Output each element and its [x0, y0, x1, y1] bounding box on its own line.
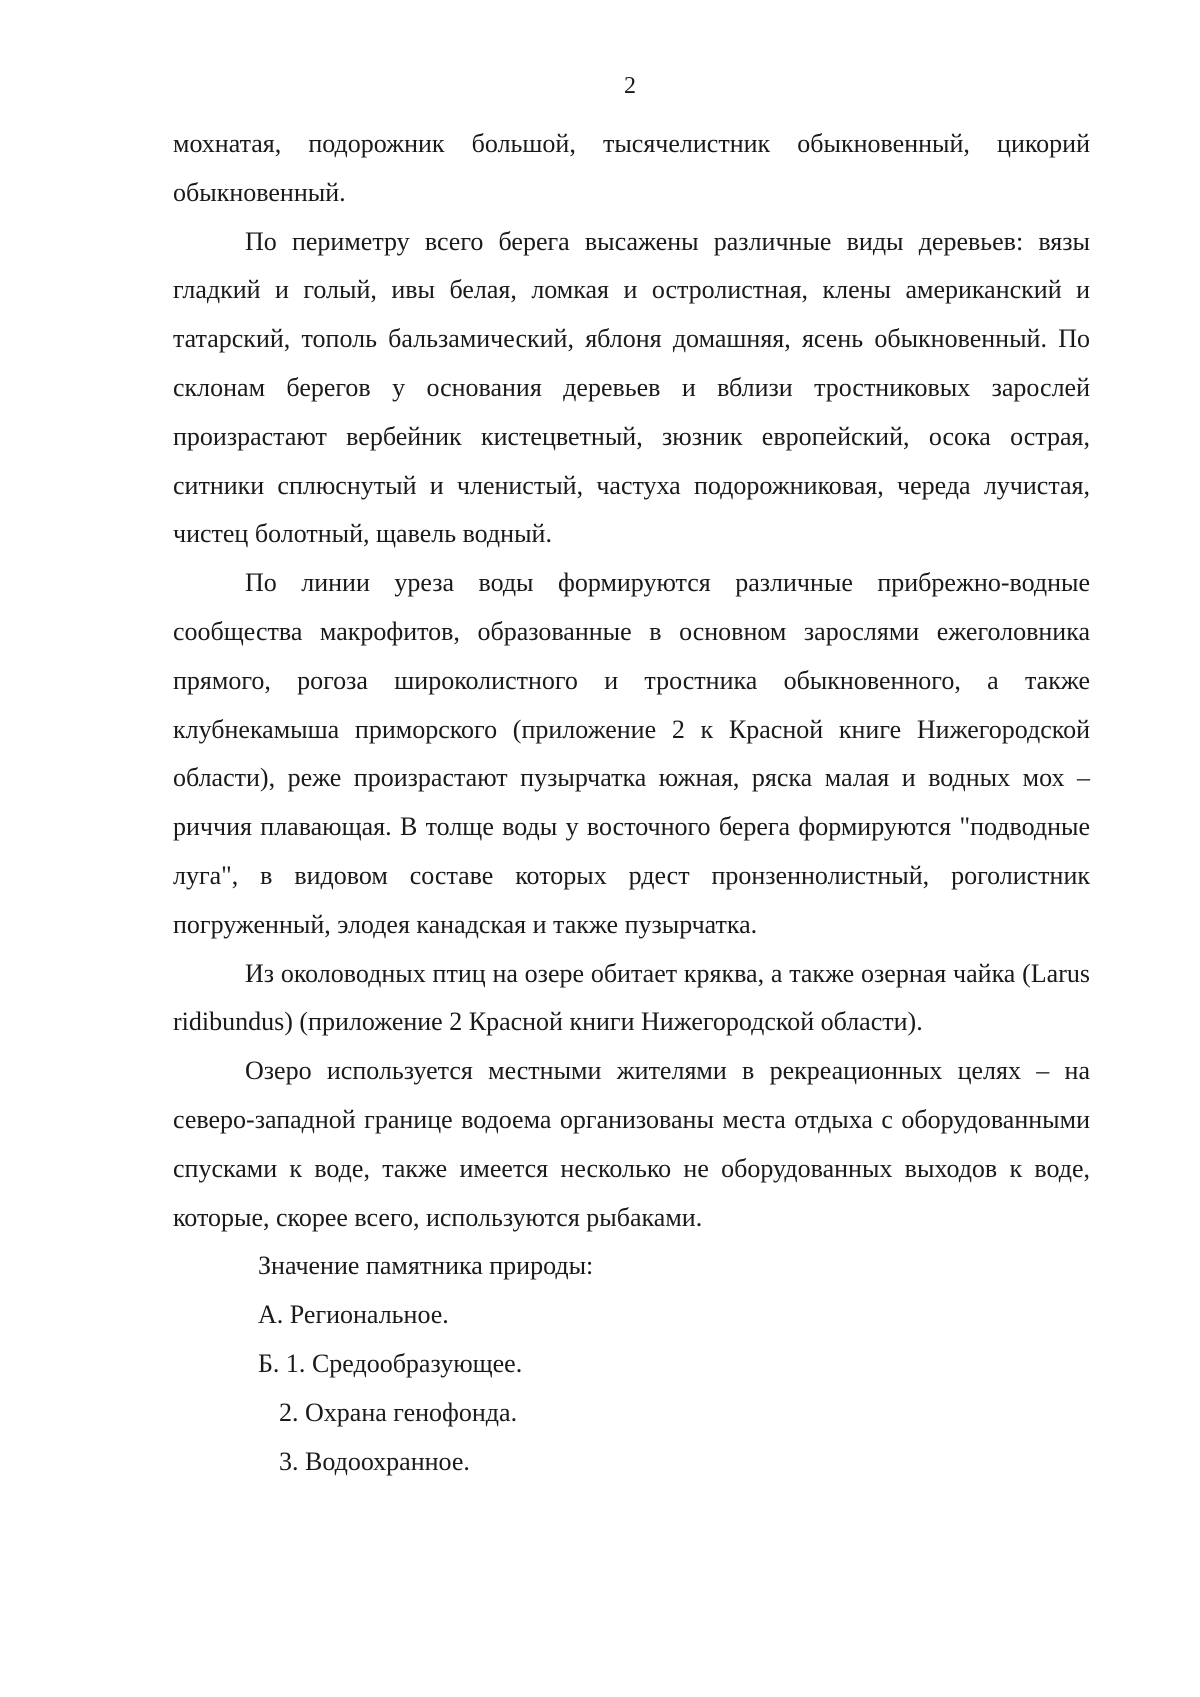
page-number: 2	[624, 73, 636, 99]
significance-item-regional	[173, 1291, 1090, 1340]
paragraph-recreation: Озеро используется местными жителями в рекреационных целях – на северо-западной границе водоема организованы места отдыха с оборудованными спусками к воде, также имеется несколько не оборудованных выходов к воде, которые, скорее всего, используются рыбаками.	[173, 1056, 1090, 1232]
significance-heading: Значение памятника природы:	[258, 1251, 594, 1281]
item-number: Б. 1.	[258, 1348, 306, 1378]
item-text: Охрана генофонда.	[305, 1397, 518, 1427]
paragraph-birds: Из околоводных птиц на озере обитает кряква, а также озерная чайка (Larus ridibundus) (приложение 2 Красной книги Нижегородской области).	[173, 958, 1090, 1037]
item-number: 3.	[279, 1446, 299, 1476]
item-number: А.	[258, 1300, 284, 1330]
item-text: Региональное.	[289, 1300, 449, 1330]
significance-item-gene-pool	[173, 1389, 1090, 1438]
item-text: Средообразующее.	[311, 1348, 523, 1378]
significance-item-environment	[173, 1340, 1090, 1389]
item-number: 2.	[279, 1397, 299, 1427]
significance-item-water-protection	[173, 1438, 1090, 1487]
paragraph-trees: По периметру всего берега высажены различные виды деревьев: вязы гладкий и голый, ивы белая, ломкая и остролистная, клены американский и татарский, тополь бальзамический, яблоня домашняя, ясень обыкновенный. По склонам берегов у основания деревьев и вблизи тростниковых зарослей произрастают вербейник кистецветный, зюзник европейский, осока острая, ситники сплюснутый и членистый, частуха подорожниковая, череда лучистая, чистец болотный, щавель водный.	[173, 226, 1090, 549]
paragraph-plant-list-continued: мохнатая, подорожник большой, тысячелистник обыкновенный, цикорий обыкновенный.	[173, 129, 1090, 207]
paragraph-macrophytes: По линии уреза воды формируются различные прибрежно-водные сообщества макрофитов, образованные в основном зарослями ежеголовника прямого, рогоза широколистного и тростника обыкновенного, а также клубнекамыша приморского (приложение 2 к Красной книге Нижегородской области), реже произрастают пузырчатка южная, ряска малая и водных мох – риччия плавающая. В толще воды у восточного берега формируются "подводные луга", в видовом составе которых рдест пронзеннолистный, роголистник погруженный, элодея канадская и также пузырчатка.	[173, 568, 1090, 939]
item-text: Водоохранное.	[305, 1446, 470, 1476]
document-body	[173, 120, 1090, 1486]
